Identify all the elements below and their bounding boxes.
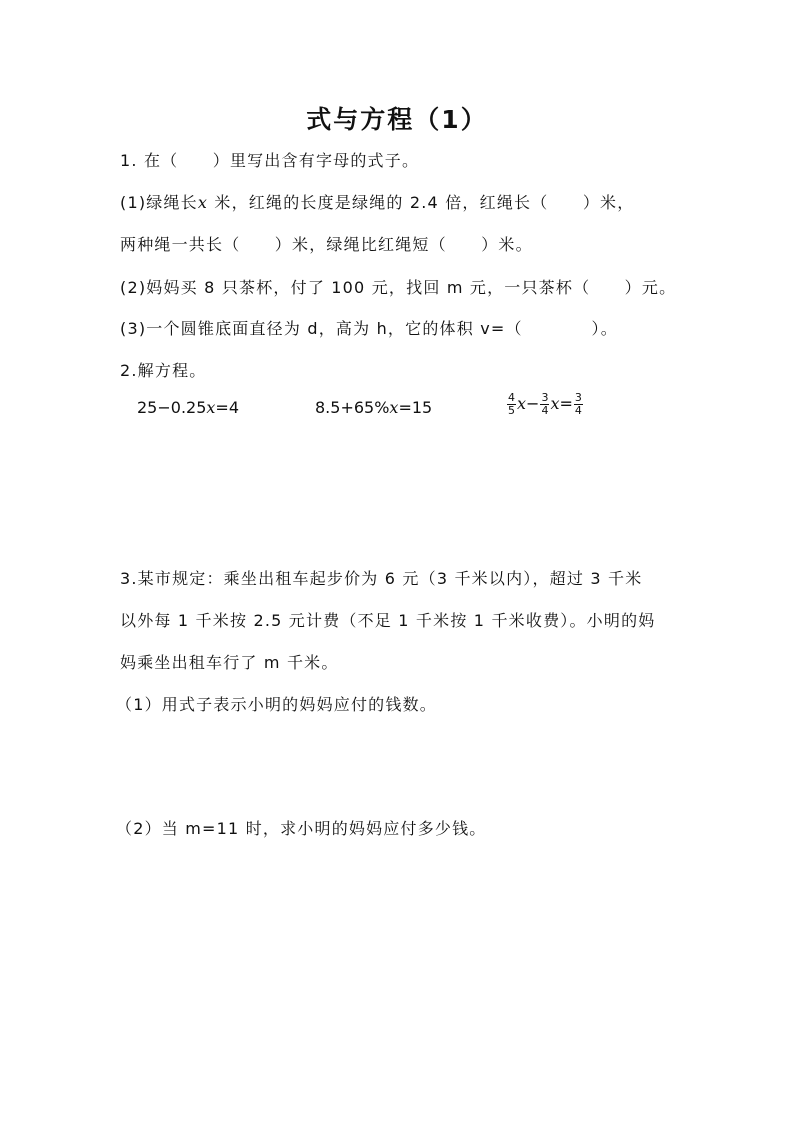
q3-line3: 妈乘坐出租车行了 m 千米。 — [120, 653, 339, 672]
equation-2 — [315, 398, 432, 417]
q3-sub2: （2）当 m=11 时，求小明的妈妈应付多少钱。 — [116, 819, 487, 838]
equation-2-right: =15 — [398, 398, 433, 417]
q1-header: 1. 在（ ）里写出含有字母的式子。 — [120, 151, 420, 170]
q2-header: 2.解方程。 — [120, 361, 207, 380]
fraction-4-5: $\frac{4}{5}$ — [508, 391, 515, 417]
equation-1-variable: x — [206, 398, 216, 417]
q1-part1-text-b: 米，红绳的长度是绿绳的 2.4 倍，红绳长（ ）米， — [208, 193, 635, 212]
equation-1-right: =4 — [215, 398, 240, 417]
equation-1-left: 25−0.25 — [137, 398, 207, 417]
q3-sub1: （1）用式子表示小明的妈妈应付的钱数。 — [116, 695, 437, 714]
equation-3-variable-1: x — [517, 394, 527, 413]
equation-2-left: 8.5+65% — [315, 398, 390, 417]
q1-part1-line2: 两种绳一共长（ ）米，绿绳比红绳短（ ）米。 — [120, 235, 533, 254]
q1-part1-text-a: (1)绿绳长 — [120, 193, 198, 212]
q1-part1-variable: x — [197, 193, 209, 212]
q1-part2: (2)妈妈买 8 只茶杯，付了 100 元，找回 m 元，一只茶杯（ ）元。 — [120, 278, 677, 297]
q1-part3: (3)一个圆锥底面直径为 d，高为 h，它的体积 v=（ ）。 — [120, 319, 618, 338]
fraction-3-4-a: $\frac{3}{4}$ — [541, 391, 549, 417]
q3-line2: 以外每 1 千米按 2.5 元计费（不足 1 千米按 1 千米收费）。小明的妈 — [120, 611, 656, 630]
equation-2-variable: x — [389, 398, 399, 417]
equation-3: $\frac{4}{5}$ x− $\frac{3}{4}$ x= $\frac{3}{4}$ — [508, 391, 582, 417]
page-title: 式与方程（1） — [306, 105, 488, 134]
equation-3-variable-2: x — [550, 394, 560, 413]
q3-line1: 3.某市规定：乘坐出租车起步价为 6 元（3 千米以内），超过 3 千米 — [120, 569, 643, 588]
fraction-3-4-b: $\frac{3}{4}$ — [574, 391, 582, 417]
q1-part1-line1 — [120, 190, 634, 213]
equation-1 — [137, 398, 239, 417]
